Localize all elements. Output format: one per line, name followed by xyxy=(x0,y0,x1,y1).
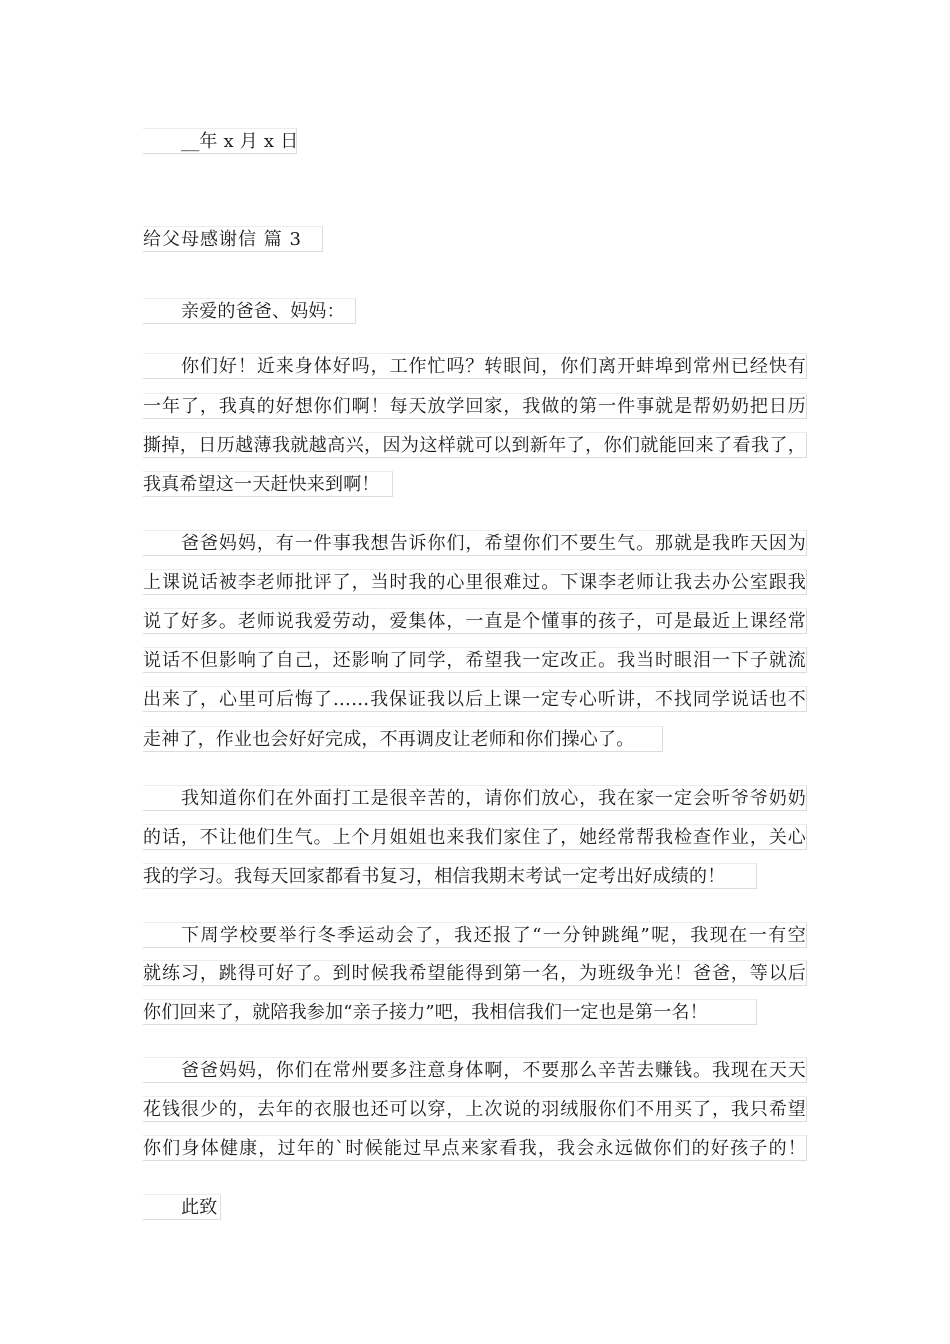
paragraph-2-line-5: 出来了，心里可后悔了……我保证我以后上课一定专心听讲，不找同学说话也不 xyxy=(143,686,807,712)
paragraph-4-line-1: 下周学校要举行冬季运动会了，我还报了“一分钟跳绳”呢，我现在一有空 xyxy=(143,922,807,948)
paragraph-4-line-3: 你们回来了，就陪我参加“亲子接力”吧，我相信我们一定也是第一名！ xyxy=(143,999,757,1025)
paragraph-4-line-2: 就练习，跳得可好了。到时候我希望能得到第一名，为班级争光！爸爸，等以后 xyxy=(143,960,807,986)
paragraph-5-line-1: 爸爸妈妈，你们在常州要多注意身体啊，不要那么辛苦去赚钱。我现在天天 xyxy=(143,1057,807,1083)
paragraph-3-line-1: 我知道你们在外面打工是很辛苦的，请你们放心，我在家一定会听爷爷奶奶 xyxy=(143,785,807,811)
closing: 此致 xyxy=(143,1194,221,1220)
paragraph-3-line-3: 我的学习。我每天回家都看书复习，相信我期末考试一定考出好成绩的！ xyxy=(143,863,757,889)
salutation: 亲爱的爸爸、妈妈： xyxy=(143,298,356,324)
paragraph-2-line-4: 说话不但影响了自己，还影响了同学，希望我一定改正。我当时眼泪一下子就流 xyxy=(143,647,807,673)
paragraph-2-line-2: 上课说话被李老师批评了，当时我的心里很难过。下课李老师让我去办公室跟我 xyxy=(143,569,807,595)
paragraph-1-line-4: 我真希望这一天赶快来到啊！ xyxy=(143,471,393,497)
paragraph-5-line-2: 花钱很少的，去年的衣服也还可以穿，上次说的羽绒服你们不用买了，我只希望 xyxy=(143,1096,807,1122)
paragraph-2-line-6: 走神了，作业也会好好完成，不再调皮让老师和你们操心了。 xyxy=(143,726,663,752)
paragraph-5-line-3: 你们身体健康，过年的`时候能过早点来家看我，我会永远做你们的好孩子的！ xyxy=(143,1135,807,1161)
date-line: __年 x 月 x 日 xyxy=(143,128,297,154)
paragraph-1-line-3: 撕掉，日历越薄我就越高兴，因为这样就可以到新年了，你们就能回来了看我了， xyxy=(143,432,807,458)
paragraph-1-line-1: 你们好！近来身体好吗，工作忙吗？转眼间，你们离开蚌埠到常州已经快有 xyxy=(143,353,807,379)
letter-title: 给父母感谢信 篇 3 xyxy=(143,226,323,252)
paragraph-1-line-2: 一年了，我真的好想你们啊！每天放学回家，我做的第一件事就是帮奶奶把日历 xyxy=(143,393,807,419)
paragraph-3-line-2: 的话，不让他们生气。上个月姐姐也来我们家住了，她经常帮我检查作业，关心 xyxy=(143,824,807,850)
paragraph-2-line-3: 说了好多。老师说我爱劳动，爱集体，一直是个懂事的孩子，可是最近上课经常 xyxy=(143,608,807,634)
paragraph-2-line-1: 爸爸妈妈，有一件事我想告诉你们，希望你们不要生气。那就是我昨天因为 xyxy=(143,530,807,556)
